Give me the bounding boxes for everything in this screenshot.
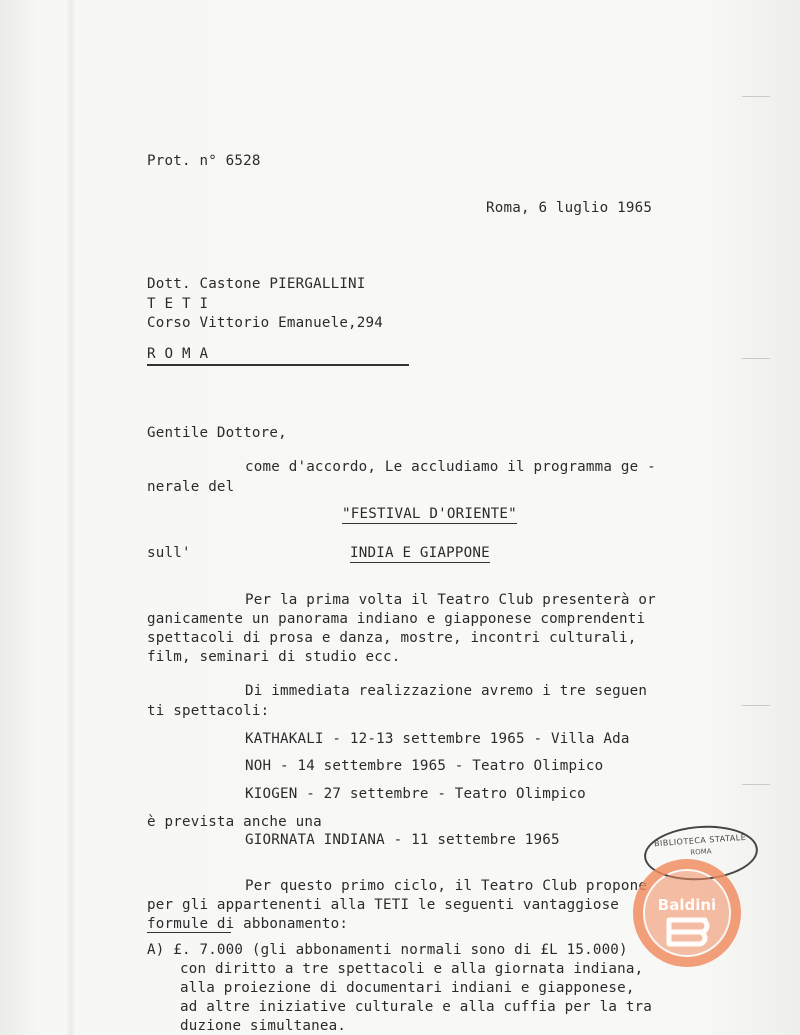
giornata-indiana: GIORNATA INDIANA - 11 settembre 1965 — [245, 832, 560, 848]
option-a-line-3: alla proiezione di documentari indiani e giapponese, — [180, 980, 635, 996]
watermark-text: Baldini — [657, 896, 717, 914]
sull-word: sull' — [147, 545, 191, 561]
recipient-org: T E T I — [147, 296, 209, 312]
paragraph-1-line-2: ganicamente un panorama indiano e giapponese comprendenti — [147, 611, 646, 627]
paragraph-1-line-3: spettacoli di prosa e danza, mostre, incontri culturali, — [147, 630, 637, 646]
option-a-line-5: duzione simultanea. — [180, 1018, 347, 1034]
also-planned-line: è prevista anche una — [147, 814, 322, 830]
paragraph-1-line-1: Per la prima volta il Teatro Club presenterà or — [245, 592, 656, 608]
paragraph-1-line-4: film, seminari di studio ecc. — [147, 649, 401, 665]
recipient-city: R O M A — [147, 346, 209, 362]
protocol-number: Prot. n° 6528 — [147, 153, 261, 169]
stamp-sub: ROMA — [690, 847, 712, 857]
festival-subtitle: INDIA E GIAPPONE — [350, 545, 490, 561]
show-kiogen: KIOGEN - 27 settembre - Teatro Olimpico — [245, 786, 586, 802]
stamp-text: BIBLIOTECA STATALE — [653, 832, 747, 849]
option-a-line-2: con diritto a tre spettacoli e alla giornata indiana, — [180, 961, 644, 977]
paragraph-2-line-1: Di immediata realizzazione avremo i tre seguen — [245, 683, 648, 699]
intro-line-2: nerale del — [147, 479, 235, 495]
intro-line-1: come d'accordo, Le accludiamo il programma ge - — [245, 459, 656, 475]
show-kathakali: KATHAKALI - 12-13 settembre 1965 - Villa Ada — [245, 731, 630, 747]
option-a-line-1: A) £. 7.000 (gli abbonamenti normali sono di £L 15.000) — [147, 942, 628, 958]
place-date: Roma, 6 luglio 1965 — [486, 200, 653, 216]
baldini-watermark — [632, 858, 742, 968]
paragraph-2-line-2: ti spettacoli: — [147, 703, 270, 719]
edge-mark — [742, 96, 770, 97]
edge-mark — [742, 705, 770, 706]
paragraph-3-line-2: per gli appartenenti alla TETI le seguenti vantaggiose — [147, 897, 620, 913]
recipient-name: Dott. Castone PIERGALLINI — [147, 276, 366, 292]
paper-fold-shadow — [66, 0, 76, 1035]
paragraph-3-line-3: formule di abbonamento: — [147, 916, 349, 932]
formule-underline — [147, 932, 231, 933]
option-a-line-4: ad altre iniziative culturale e alla cuffia per la tra — [180, 999, 653, 1015]
edge-mark — [742, 358, 770, 359]
paragraph-3-line-1: Per questo primo ciclo, il Teatro Club propone — [245, 878, 648, 894]
show-noh: NOH - 14 settembre 1965 - Teatro Olimpico — [245, 758, 604, 774]
city-underline — [147, 364, 409, 366]
festival-title: "FESTIVAL D'ORIENTE" — [342, 506, 517, 522]
recipient-address: Corso Vittorio Emanuele,294 — [147, 315, 384, 331]
salutation: Gentile Dottore, — [147, 425, 287, 441]
edge-mark — [742, 784, 770, 785]
